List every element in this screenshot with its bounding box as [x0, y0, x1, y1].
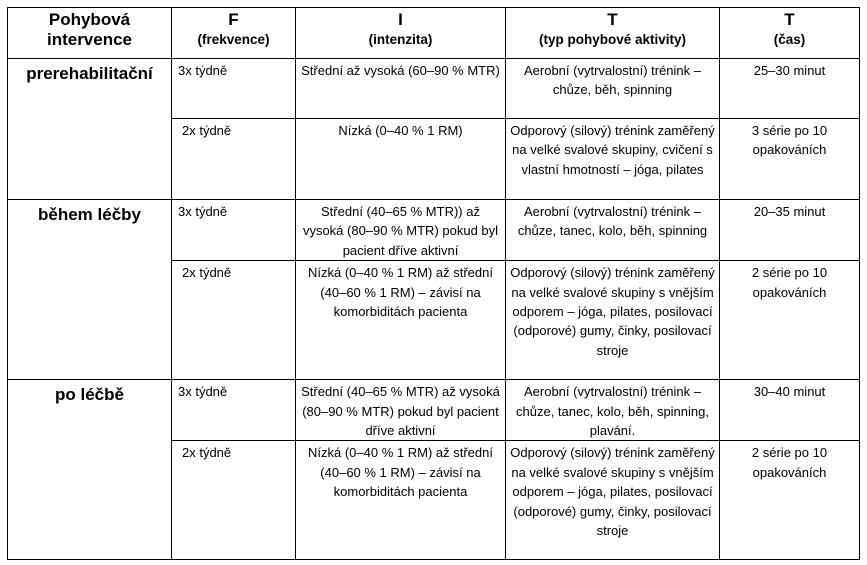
- header-intensity-letter: I: [398, 10, 403, 29]
- table-row: [8, 59, 860, 119]
- intensity-cell: Střední (40–65 % MTR)) až vysoká (80–90 % MTR) pokud byl pacient dříve aktivní: [296, 200, 506, 261]
- header-intervention: [8, 8, 172, 59]
- header-intervention-label: Pohybová intervence: [46, 10, 133, 49]
- activity-type-cell: Aerobní (vytrvalostní) trénink – chůze, tanec, kolo, běh, spinning: [506, 200, 720, 261]
- table-row: [8, 200, 860, 261]
- activity-type-cell: Odporový (silový) trénink zaměřený na velké svalové skupiny, cvičení s vlastní hmotností – jóga, pilates: [506, 119, 720, 200]
- group-label-prerehab: prerehabilitační: [8, 59, 172, 200]
- time-cell: 20–35 minut: [720, 200, 860, 261]
- group-label-during-treatment: během léčby: [8, 200, 172, 380]
- activity-type-cell: Aerobní (vytrvalostní) trénink – chůze, tanec, kolo, běh, spinning, plavání.: [506, 380, 720, 441]
- activity-type-cell: Odporový (silový) trénink zaměřený na velké svalové skupiny s vnějším odporem – jóga, pilates, posilovací (odporové) gumy, činky, posilovací stroje: [506, 261, 720, 380]
- intensity-cell: Nízká (0–40 % 1 RM) až střední (40–60 % 1 RM) – závisí na komorbiditách pacienta: [296, 441, 506, 560]
- frequency-cell: 2x týdně: [172, 441, 296, 560]
- header-intensity-label: (intenzita): [368, 32, 433, 47]
- frequency-cell: 2x týdně: [172, 261, 296, 380]
- frequency-cell: 3x týdně: [172, 59, 296, 119]
- header-time-letter: T: [784, 10, 795, 29]
- activity-type-cell: Aerobní (vytrvalostní) trénink – chůze, běh, spinning: [506, 59, 720, 119]
- header-type: [506, 8, 720, 59]
- time-cell: 25–30 minut: [720, 59, 860, 119]
- frequency-cell: 2x týdně: [172, 119, 296, 200]
- time-cell: 30–40 minut: [720, 380, 860, 441]
- intensity-cell: Nízká (0–40 % 1 RM): [296, 119, 506, 200]
- time-cell: 2 série po 10 opakováních: [720, 261, 860, 380]
- frequency-cell: 3x týdně: [172, 380, 296, 441]
- time-cell: 3 série po 10 opakováních: [720, 119, 860, 200]
- header-intensity: [296, 8, 506, 59]
- intensity-cell: Střední až vysoká (60–90 % MTR): [296, 59, 506, 119]
- header-time-label: (čas): [773, 32, 806, 47]
- table-row: [8, 380, 860, 441]
- header-frequency-label: (frekvence): [197, 32, 270, 47]
- header-frequency-letter: F: [228, 10, 239, 29]
- intensity-cell: Střední (40–65 % MTR) až vysoká (80–90 % MTR) pokud byl pacient dříve aktivní: [296, 380, 506, 441]
- time-cell: 2 série po 10 opakováních: [720, 441, 860, 560]
- header-frequency: [172, 8, 296, 59]
- header-time: [720, 8, 860, 59]
- header-row: [8, 8, 860, 59]
- exercise-intervention-table: [7, 7, 860, 560]
- header-type-label: (typ pohybové aktivity): [538, 32, 687, 47]
- header-type-letter: T: [607, 10, 618, 29]
- frequency-cell: 3x týdně: [172, 200, 296, 261]
- group-label-after-treatment: po léčbě: [8, 380, 172, 560]
- intensity-cell: Nízká (0–40 % 1 RM) až střední (40–60 % 1 RM) – závisí na komorbiditách pacienta: [296, 261, 506, 380]
- activity-type-cell: Odporový (silový) trénink zaměřený na velké svalové skupiny s vnějším odporem – jóga, pilates, posilovací (odporové) gumy, činky, posilovací stroje: [506, 441, 720, 560]
